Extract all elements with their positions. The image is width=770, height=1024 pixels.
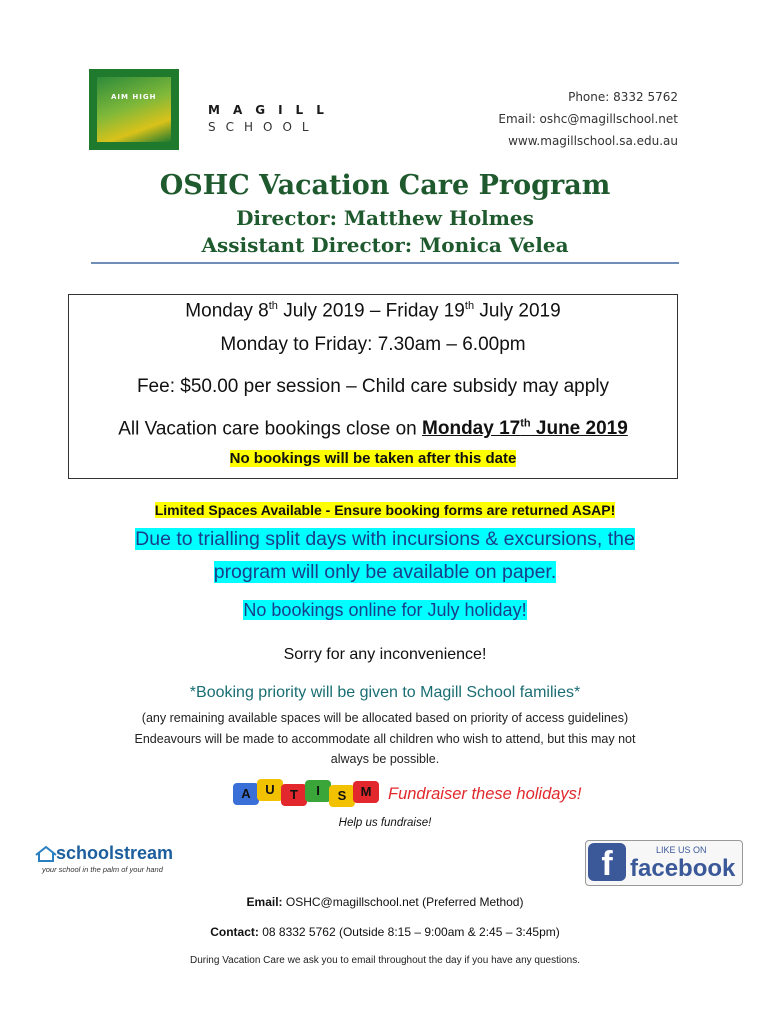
puzzle-piece-u: U — [257, 779, 283, 801]
logo-word-school: SCHOOL — [208, 120, 319, 134]
footer-note: During Vacation Care we ask you to email throughout the day if you have any questions. — [189, 955, 581, 966]
puzzle-piece-s: S — [329, 785, 355, 807]
footer-contact: Contact: 08 8332 5762 (Outside 8:15 – 9:00am & 2:45 – 3:45pm) — [210, 925, 560, 939]
facebook-f-icon: f — [588, 843, 626, 881]
schoolstream-name: schoolstream — [56, 843, 174, 863]
school-logo — [89, 69, 179, 150]
program-dates: Monday 8th July 2019 – Friday 19th July 2019 — [185, 300, 561, 322]
page-title: OSHC Vacation Care Program — [159, 170, 611, 201]
allocation-note: (any remaining available spaces will be allocated based on priority of access guidelines) — [141, 711, 629, 725]
program-fee: Fee: $50.00 per session – Child care subsidy may apply — [136, 376, 610, 397]
puzzle-piece-m: M — [353, 781, 379, 803]
footer-email: Email: OSHC@magillschool.net (Preferred Method) — [246, 895, 524, 909]
facebook-wordmark: facebook — [630, 855, 736, 882]
no-online-bookings: No bookings online for July holiday! — [243, 600, 527, 620]
trial-notice-line2: program will only be available on paper. — [213, 561, 557, 583]
limited-spaces-notice: Limited Spaces Available - Ensure booking forms are returned ASAP! — [154, 502, 616, 518]
header-phone: Phone: 8332 5762 — [568, 90, 678, 104]
sorry-line: Sorry for any inconvenience! — [283, 646, 487, 663]
autism-puzzle-logo — [233, 779, 393, 809]
logo-word-magill: MAGILL — [208, 103, 337, 117]
trial-notice-line1: Due to trialling split days with incursions & excursions, the — [135, 528, 635, 550]
fundraiser-text: Fundraiser these holidays! — [388, 785, 582, 803]
no-bookings-after: No bookings will be taken after this date — [229, 450, 517, 467]
schoolstream-logo[interactable] — [34, 843, 174, 877]
facebook-like-badge[interactable] — [585, 840, 743, 886]
assistant-director-line: Assistant Director: Monica Velea — [201, 233, 569, 257]
schoolstream-tagline: your school in the palm of your hand — [42, 865, 163, 874]
priority-line: *Booking priority will be given to Magill School families* — [189, 684, 581, 701]
header-website[interactable]: www.magillschool.sa.edu.au — [508, 134, 678, 148]
help-fundraise: Help us fundraise! — [338, 817, 432, 829]
director-line: Director: Matthew Holmes — [236, 206, 534, 230]
program-hours: Monday to Friday: 7.30am – 6.00pm — [220, 334, 526, 355]
house-icon — [34, 845, 58, 863]
logo-emblem — [97, 77, 171, 142]
logo-tagline: AIM HIGH — [111, 93, 157, 101]
endeavour-note-cont: always be possible. — [330, 752, 440, 766]
bookings-close: All Vacation care bookings close on Monday 17th June 2019 — [118, 418, 628, 440]
endeavour-note: Endeavours will be made to accommodate all children who wish to attend, but this may not — [134, 732, 636, 746]
facebook-like-label: LIKE US ON — [656, 845, 707, 855]
puzzle-piece-a: A — [233, 783, 259, 805]
header-email[interactable]: Email: oshc@magillschool.net — [498, 112, 678, 126]
puzzle-piece-i: I — [305, 780, 331, 802]
title-divider — [91, 262, 679, 264]
puzzle-piece-t: T — [281, 784, 307, 806]
